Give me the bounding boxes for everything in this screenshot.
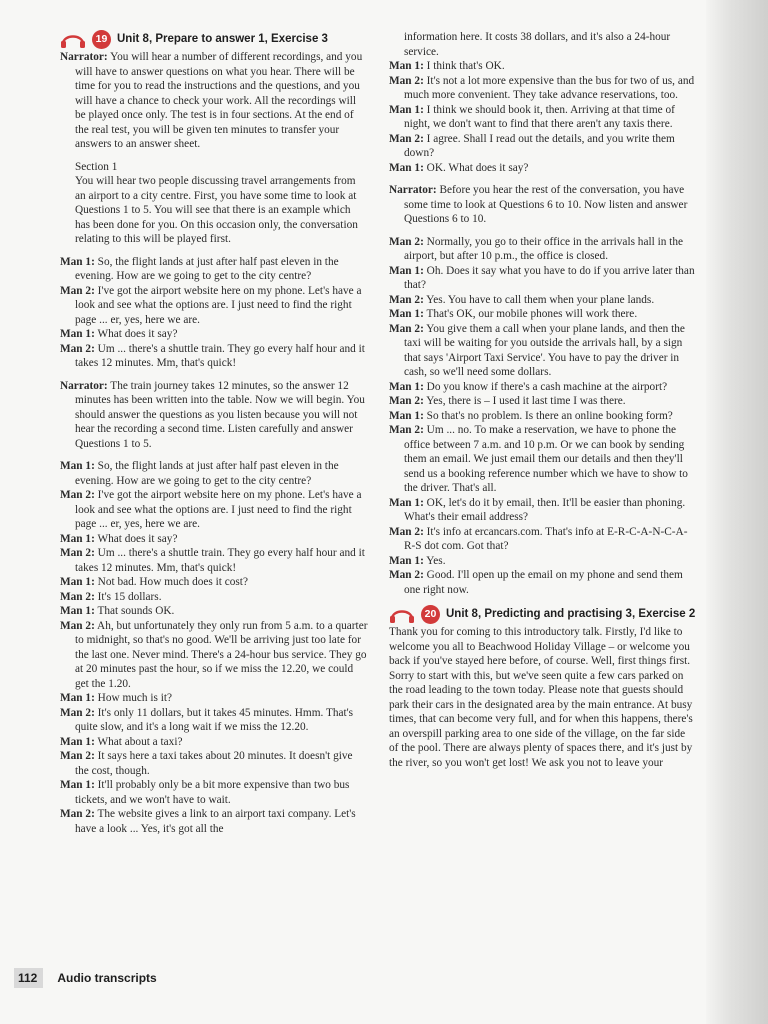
speaker-label: Narrator: xyxy=(389,184,437,196)
dialogue-line xyxy=(60,604,368,619)
line-text: That's OK, our mobile phones will work there. xyxy=(426,308,638,320)
dialogue-line xyxy=(389,103,697,132)
speaker-label: Man 1: xyxy=(389,60,424,72)
line-text: Good. I'll open up the email on my phone and send them one right now. xyxy=(404,569,683,596)
speaker-label: Man 2: xyxy=(389,74,424,87)
line-text: Section 1 xyxy=(75,160,118,173)
speaker-label: Man 1: xyxy=(60,460,95,472)
line-text: Do you know if there's a cash machine at the airport? xyxy=(426,380,668,393)
dialogue-line xyxy=(60,459,368,488)
speaker-label: Man 2: xyxy=(60,547,95,559)
line-text: It says here a taxi takes about 20 minutes. It doesn't give the cost, though. xyxy=(75,750,353,777)
dialogue-line xyxy=(389,59,697,74)
speaker-label: Man 1: xyxy=(60,735,95,748)
line-text: The train journey takes 12 minutes, so the answer 12 minutes has been written into the table. Now we will begin. You should answer the questions as you listen because you will not hear the recording a second time. Listen carefully and answer Questions 1 to 5. xyxy=(75,379,365,450)
speaker-label: Man 1: xyxy=(389,409,424,422)
line-text: So, the flight lands at just after half past eleven in the evening. How are we going to get to the city centre? xyxy=(75,460,339,487)
headphones-icon xyxy=(60,31,86,48)
paragraph-gap xyxy=(60,247,368,255)
left-column xyxy=(60,30,368,836)
headphones-icon xyxy=(389,606,415,623)
speaker-label: Man 2: xyxy=(389,322,424,335)
line-text: OK, let's do it by email, then. It'll be easier than phoning. What's their email address? xyxy=(404,496,686,523)
paragraph-gap xyxy=(389,227,697,235)
line-text: How much is it? xyxy=(97,692,173,704)
transcript-paragraph xyxy=(389,625,697,770)
line-text: It's info at ercancars.com. That's info at E-R-C-A-N-C-A-R-S dot com. Got that? xyxy=(404,525,688,552)
dialogue-line xyxy=(389,161,697,176)
line-text: What does it say? xyxy=(97,532,178,545)
transcript-paragraph xyxy=(60,160,368,175)
dialogue-line xyxy=(60,327,368,342)
speaker-label: Man 1: xyxy=(389,496,424,509)
dialogue-line xyxy=(389,554,697,569)
dialogue-line xyxy=(60,778,368,807)
dialogue-line xyxy=(60,546,368,575)
line-text: What does it say? xyxy=(97,328,178,340)
page-edge xyxy=(706,0,768,1024)
track-number-badge: 20 xyxy=(421,605,440,624)
speaker-label: Man 1: xyxy=(60,605,95,617)
line-text: I've got the airport website here on my phone. Let's have a look and see what the options are. I just need to find the right page ... er, yes, here we are. xyxy=(75,489,362,530)
speaker-label: Man 1: xyxy=(60,692,95,704)
dialogue-line xyxy=(60,284,368,328)
footer-section-title: Audio transcripts xyxy=(57,971,157,985)
line-text: That sounds OK. xyxy=(97,605,175,617)
paragraph-gap xyxy=(389,175,697,183)
speaker-label: Man 1: xyxy=(389,554,424,567)
speaker-label: Man 2: xyxy=(60,619,95,632)
dialogue-line xyxy=(389,293,697,308)
dialogue-line xyxy=(60,532,368,547)
dialogue-line xyxy=(389,132,697,161)
dialogue-line xyxy=(389,183,697,227)
line-text: Thank you for coming to this introductory talk. Firstly, I'd like to welcome you all to Beachwood Holiday Village – or welcome you back if you've stayed here before, of course. Well, first things first. Sorry to start with this, but we've seen quite a few cars parked on the road leading to the town today. Please note that guests should park their cars in the designated area by the main entrance. At busy times, that can become very full, and for when this happens, there's an overspill parking area to one side of the village, on the far side of the pool. There are always plenty of spaces there, and it's just by the river, so you won't get lost! We ask you not to leave your xyxy=(389,626,693,769)
line-text: Yes. You have to call them when your plane lands. xyxy=(426,293,655,306)
dialogue-line xyxy=(60,575,368,590)
dialogue-line xyxy=(389,264,697,293)
dialogue-line xyxy=(60,379,368,452)
line-text: It's only 11 dollars, but it takes 45 minutes. Hmm. That's quite slow, and it's a long wait if we miss the 12.20. xyxy=(75,706,354,733)
line-text: You will hear a number of different recordings, and you will have to answer questions on what you hear. There will be time for you to read the instructions and the questions, and you will have a chance to check your work. All the recordings will be played once only. The test is in four sections. At the end of the real test, you will be given ten minutes to transfer your answers to an answer sheet. xyxy=(75,51,363,150)
paragraph-gap xyxy=(60,451,368,459)
speaker-label: Man 2: xyxy=(60,750,95,762)
speaker-label: Man 2: xyxy=(389,395,424,407)
line-text: I've got the airport website here on my phone. Let's have a look and see what the options are. I just need to find the right page ... er, yes, here we are. xyxy=(75,284,362,326)
speaker-label: Man 2: xyxy=(389,569,424,581)
exercise-header xyxy=(389,605,697,624)
line-text: Ah, but unfortunately they only run from 5 a.m. to a quarter to midnight, so that's no good. We'll be arriving just too late for the last one. Never mind. There's a 24-hour bus service. They go at 20 minutes past the hour, so if we miss the 12.20, we could get the 1.20. xyxy=(75,619,368,690)
page-footer xyxy=(14,968,157,988)
speaker-label: Man 1: xyxy=(389,264,424,277)
paragraph-gap xyxy=(389,597,697,605)
speaker-label: Man 1: xyxy=(60,576,95,588)
line-text: I think that's OK. xyxy=(426,60,505,72)
speaker-label: Man 1: xyxy=(60,779,95,791)
exercise-title: Unit 8, Prepare to answer 1, Exercise 3 xyxy=(117,33,328,45)
line-text: Um ... there's a shuttle train. They go every half hour and it takes 12 minutes. Mm, that's quick! xyxy=(75,342,365,369)
exercise-header xyxy=(60,30,368,49)
line-text: Before you hear the rest of the conversation, you have some time to look at Questions 6 to 10. Now listen and answer Questions 6 to 10. xyxy=(404,184,688,225)
right-column xyxy=(389,30,697,770)
dialogue-line xyxy=(60,749,368,778)
speaker-label: Man 2: xyxy=(60,590,95,603)
speaker-label: Man 2: xyxy=(60,706,95,719)
paragraph-gap xyxy=(60,371,368,379)
dialogue-line xyxy=(389,307,697,322)
line-text: Um ... no. To make a reservation, we have to phone the office between 7 a.m. and 10 p.m. Or we can book by sending them an email. We just email them our details and then they'll send us a booking reference number which we have to show to the driver. That's all. xyxy=(404,424,688,494)
speaker-label: Man 1: xyxy=(389,103,424,116)
line-text: The website gives a link to an airport taxi company. Let's have a look ... Yes, it's got all the xyxy=(75,808,356,835)
dialogue-line xyxy=(389,423,697,496)
dialogue-line xyxy=(60,807,368,836)
speaker-label: Man 1: xyxy=(60,328,95,340)
line-text: Normally, you go to their office in the arrivals hall in the airport, but after 10 p.m., the office is closed. xyxy=(404,235,683,262)
paragraph-gap xyxy=(60,152,368,160)
line-text: Um ... there's a shuttle train. They go every half hour and it takes 12 minutes. Mm, that's quick! xyxy=(75,547,365,574)
dialogue-line xyxy=(389,525,697,554)
dialogue-line xyxy=(389,322,697,380)
line-text: OK. What does it say? xyxy=(426,161,529,174)
dialogue-line xyxy=(60,342,368,371)
dialogue-line xyxy=(60,619,368,692)
line-text: So, the flight lands at just after half past eleven in the evening. How are we going to get to the city centre? xyxy=(75,255,339,282)
speaker-label: Man 2: xyxy=(389,235,424,248)
speaker-label: Man 1: xyxy=(389,380,424,393)
exercise-title: Unit 8, Predicting and practising 3, Exercise 2 xyxy=(446,608,696,620)
line-text: You give them a call when your plane lands, and then the taxi will be waiting for you outside the arrivals hall, by a sign that says 'Airport Taxi Service'. You have to pay the driver in cash, so we'll need some dollars. xyxy=(404,322,685,378)
line-text: Oh. Does it say what you have to do if you arrive later than that? xyxy=(404,264,695,291)
line-text: It's 15 dollars. xyxy=(97,590,162,603)
speaker-label: Man 2: xyxy=(389,525,424,538)
track-number-badge: 19 xyxy=(92,30,111,49)
speaker-label: Man 2: xyxy=(389,132,424,145)
page-number: 112 xyxy=(14,968,43,988)
speaker-label: Man 1: xyxy=(60,532,95,545)
dialogue-line xyxy=(389,496,697,525)
dialogue-line xyxy=(60,50,368,152)
speaker-label: Man 2: xyxy=(60,342,95,355)
dialogue-line xyxy=(60,255,368,284)
dialogue-line xyxy=(60,735,368,750)
line-text: You will hear two people discussing travel arrangements from an airport to a city centre. First, you have some time to look at Questions 1 to 5. You will see that there is an example which has been done for you. On this occasion only, the conversation relating to this will be played first. xyxy=(75,175,358,245)
transcript-paragraph xyxy=(389,30,697,59)
dialogue-line xyxy=(389,568,697,597)
line-text: It'll probably only be a bit more expensive than two bus tickets, and we won't have to wait. xyxy=(75,779,350,806)
speaker-label: Narrator: xyxy=(60,379,108,392)
speaker-label: Narrator: xyxy=(60,51,108,63)
line-text: I think we should book it, then. Arriving at that time of night, we don't want to find that there aren't any taxis there. xyxy=(404,103,675,130)
speaker-label: Man 2: xyxy=(60,284,95,297)
speaker-label: Man 2: xyxy=(389,424,424,436)
speaker-label: Man 2: xyxy=(60,489,95,501)
transcript-paragraph xyxy=(60,174,368,247)
line-text: Yes. xyxy=(426,554,446,567)
line-text: information here. It costs 38 dollars, and it's also a 24-hour service. xyxy=(404,31,671,58)
dialogue-line xyxy=(389,74,697,103)
speaker-label: Man 1: xyxy=(389,308,424,320)
dialogue-line xyxy=(60,706,368,735)
speaker-label: Man 1: xyxy=(389,161,424,174)
dialogue-line xyxy=(389,380,697,395)
line-text: Yes, there is – I used it last time I was there. xyxy=(426,395,626,407)
dialogue-line xyxy=(60,590,368,605)
speaker-label: Man 2: xyxy=(389,293,424,306)
speaker-label: Man 1: xyxy=(60,255,95,268)
dialogue-line xyxy=(60,691,368,706)
dialogue-line xyxy=(60,488,368,532)
dialogue-line xyxy=(389,409,697,424)
line-text: So that's no problem. Is there an online booking form? xyxy=(426,409,673,422)
speaker-label: Man 2: xyxy=(60,808,95,820)
dialogue-line xyxy=(389,394,697,409)
line-text: What about a taxi? xyxy=(97,735,183,748)
line-text: I agree. Shall I read out the details, and you write them down? xyxy=(404,132,675,159)
dialogue-line xyxy=(389,235,697,264)
line-text: Not bad. How much does it cost? xyxy=(97,576,248,588)
line-text: It's not a lot more expensive than the bus for two of us, and much more convenient. They take advance reservations, too. xyxy=(404,74,695,101)
